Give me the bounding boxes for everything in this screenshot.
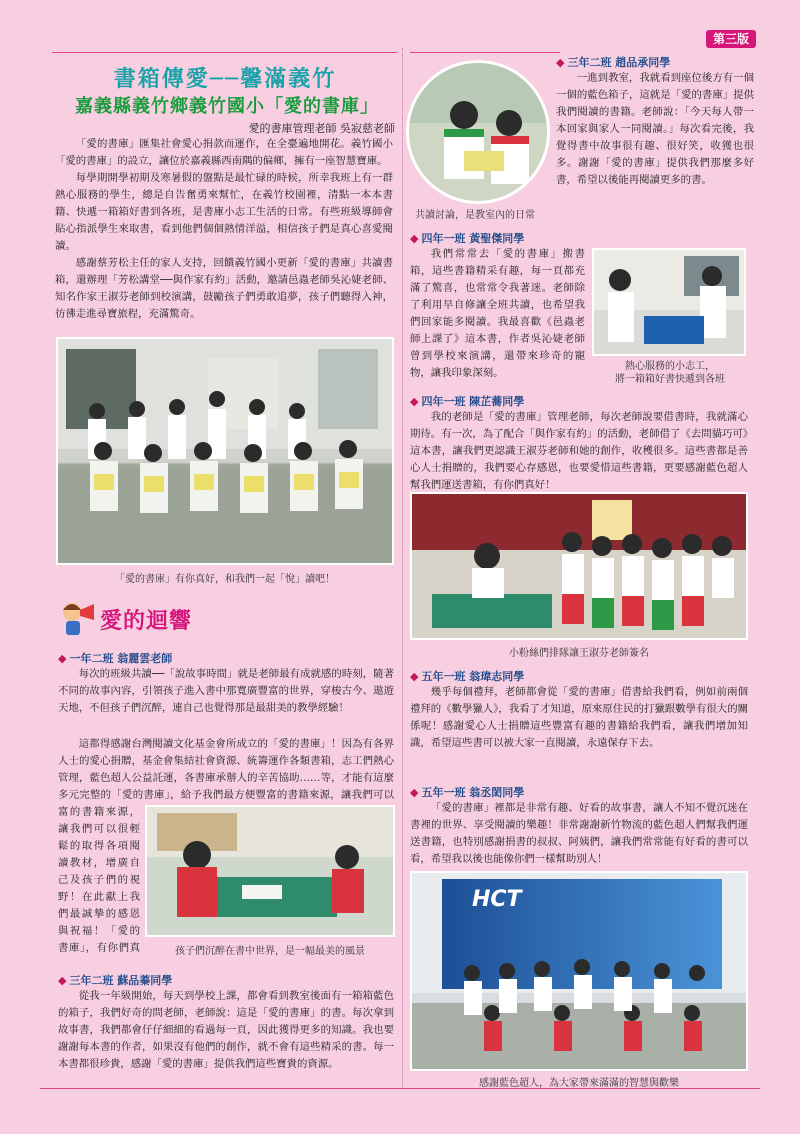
hct-truck-logo: HCT <box>472 887 522 912</box>
echo-section-title: 愛的迴響 <box>100 609 193 634</box>
article-paragraph: 每學期開學初期及寒暑假的盤點是最忙碌的時候，所幸我班上有一群熱心服務的學生，總是自告奮勇來幫忙，在義竹校園裡，清點一本本書籍、快遞一箱箱好書到各班，是書庫小志工生活的日常。有些班級導師會貼心指派學生來取書，看到他們個個熱情洋溢，相信孩子們是真心喜愛閱讀。 <box>55 172 393 252</box>
megaphone-child-icon <box>58 598 98 638</box>
author-signing-caption: 小粉絲們排隊讓王淑芬老師簽名 <box>509 648 649 659</box>
response-paragraph: 我的老師是「愛的書庫」管理老師，每次老師說要借書時，我就滿心期待。有一次，為了配合「與作家有約」的活動，老師借了《去問貓巧可》這本書，讓我們更認識王淑芬老師和她的創作，收穫很多。這些書都是善心人士捐贈的，我們要心存感恩，也要愛惜這些書籍，更要感謝藍色超人幫我們運送書箱，有你們真好！ <box>410 411 748 491</box>
reading-circle-photo <box>406 60 550 204</box>
response-heading <box>410 393 748 409</box>
top-rule-left <box>52 52 397 53</box>
diamond-icon: ◆ <box>58 652 67 665</box>
article-body <box>55 136 393 323</box>
diamond-icon: ◆ <box>556 56 565 69</box>
response-block <box>58 972 394 1073</box>
response-paragraph: 這都得感謝台灣閱讀文化基金會所成立的「愛的書庫」！因為有各界人士的愛心捐贈，基金會集結社會資源、統籌運作各類書箱，志工們熱心管理，藍色超人公益託運，各書庫承辦人的辛苦協助……等，才能有這麼多元完整的「愛的書庫」，給予我們最方便豐富的書籍來源，讓我們可以 <box>58 738 394 801</box>
response-block <box>556 54 754 189</box>
delivery-truck-photo <box>410 871 748 1071</box>
top-rule-right <box>410 52 560 53</box>
volunteer-photo <box>592 248 746 356</box>
diamond-icon: ◆ <box>410 395 419 408</box>
response-paragraph: 「愛的書庫」裡都是非常有趣、好看的故事書，讓人不知不覺沉迷在書裡的世界、享受閱讀的樂趣！非常謝謝新竹物流的藍色超人們幫我們運送書籍，也特別感謝捐書的叔叔、阿姨們，讓我們常常能有好看的書可以看，希望我以後也能像你們一樣幫助別人！ <box>410 802 748 865</box>
response-block <box>410 784 748 868</box>
volunteer-caption-line1: 熱心服務的小志工， <box>625 361 715 372</box>
article-paragraph: 「愛的書庫」匯集社會愛心捐款而運作，在全臺遍地開花。義竹國小「愛的書庫」的設立，讓位於嘉義縣西南隅的偏鄉，擁有一座智慧寶庫。 <box>55 138 393 167</box>
author-signing-illustration <box>412 494 746 638</box>
response-heading <box>556 54 754 70</box>
response-paragraph-wrap: 富的書籍來源，讓我們可以很輕鬆的取得各項閱讀教材，增廣自己及孩子們的視野！在此獻上我們最誠摯的感恩與祝福！「愛的書庫」，有你們真 <box>58 806 140 954</box>
article-subtitle: 嘉義縣義竹鄉義竹國小「愛的書庫」 <box>75 96 379 117</box>
article-byline: 愛的書庫管理老師 吳寂慈老師 <box>248 122 395 135</box>
diamond-icon: ◆ <box>410 232 419 245</box>
response-block <box>410 393 748 494</box>
classroom-photo-caption: 孩子們沉醉在書中世界，是一幅最美的風景 <box>175 946 365 957</box>
author-signing-photo <box>410 492 748 640</box>
response-heading-text: 四年一班 陳芷蕎同學 <box>421 395 525 408</box>
volunteer-caption-line2: 將一箱箱好書快遞到各班 <box>615 374 725 385</box>
classroom-photo-illustration <box>147 807 393 935</box>
diamond-icon: ◆ <box>410 786 419 799</box>
delivery-truck-caption: 感謝藍色超人，為大家帶來滿滿的智慧與歡樂 <box>479 1078 679 1089</box>
column-divider <box>402 48 403 1088</box>
response-paragraph: 幾乎每個禮拜，老師都會從「愛的書庫」借書給我們看，例如前兩個禮拜的《數學獵人》，我看了才知道，原來原住民的打獵跟數學有很大的關係呢！感謝愛心人士捐贈這些豐富有趣的書籍給我們看，讓我們增加知識，希望這些書可以被大家一直閱讀，永遠保存下去。 <box>410 686 748 749</box>
response-heading <box>58 650 394 666</box>
diamond-icon: ◆ <box>58 974 67 987</box>
page-number-badge: 第三版 <box>706 30 756 48</box>
response-block <box>410 230 585 382</box>
response-paragraph: 每次的班級共讀──「說故事時間」就是老師最有成就感的時刻，隨著不同的故事內容，引領孩子進入書中那寬廣豐富的世界，穿梭古今、遨遊天地，不但孩子們沉醉，連自己也覺得那是最甜美的教學經驗！ <box>58 668 394 714</box>
volunteer-photo-illustration <box>594 250 744 354</box>
response-paragraph: 一進到教室，我就看到座位後方有一個一個的藍色箱子，這就是「愛的書庫」提供我們閱讀的書籍。老師說：「今天每人帶一本回家與家人一同閱讀。」每次看完後，我覺得書中故事很有趣、很好笑，收獲也很多。謝謝「愛的書庫」提供我們那麼多好書，希望以後能再閱讀更多的書。 <box>556 72 754 186</box>
volunteer-photo-caption <box>588 360 752 386</box>
diamond-icon: ◆ <box>410 670 419 683</box>
delivery-truck-illustration <box>412 873 746 1069</box>
group-photo <box>56 337 394 565</box>
group-photo-illustration <box>58 339 392 563</box>
response-heading-text: 五年一班 翁丞閎同學 <box>421 786 525 799</box>
response-block-continued <box>58 736 394 804</box>
response-block <box>410 668 748 752</box>
response-block <box>58 650 394 717</box>
response-paragraph: 我們常常去「愛的書庫」搬書箱，這些書籍精采有趣，每一頁都充滿了驚喜，也常常令我著迷。老師除了利用早自修讓全班共讀，也希望我們回家能多閱讀。我最喜歡《邑蟲老師上課了》這本書，作者吳沁婕老師曾到學校來演講，還帶來珍奇的寵物，讓我印象深刻。 <box>410 248 585 379</box>
response-heading-text: 一年二班 翁麗雲老師 <box>69 652 173 665</box>
response-heading-text: 五年一班 翁瑋志同學 <box>421 670 525 683</box>
article-paragraph: 感謝蔡芳松主任的家人支持，回饋義竹國小更新「愛的書庫」共讀書箱，還辦理「芳松講堂──與作家有約」活動，邀請邑蟲老師吳沁婕老師、知名作家王淑芬老師到校演講，鼓勵孩子們勇敢追夢，孩子們聽得入神，彷彿走進尋寶旅程，充滿驚奇。 <box>55 257 393 320</box>
response-heading-text: 三年二班 蘇品蓁同學 <box>69 974 173 987</box>
response-heading-text: 四年一班 黃聖傑同學 <box>421 232 525 245</box>
group-photo-caption: 「愛的書庫」有你真好，和我們一起「悅」讀吧！ <box>115 574 335 585</box>
response-heading <box>410 784 748 800</box>
response-heading <box>410 668 748 684</box>
article-title: 書箱傳愛──馨滿義竹 <box>113 67 337 92</box>
response-heading <box>58 972 394 988</box>
classroom-photo <box>145 805 395 937</box>
response-wrap-text <box>58 804 140 956</box>
response-heading <box>410 230 585 246</box>
response-paragraph: 從我一年級開始，每天到學校上課，都會看到教室後面有一箱箱藍色的箱子，我們好奇的問老師，老師說：這是「愛的書庫」的書。每次拿到故事書，我們都會仔仔細細的看過每一頁，因此獲得更多的知識。我也要謝謝每本書的作者，如果沒有他們的創作，就不會有這些精采的書。每一本書都很珍貴，感謝「愛的書庫」提供我們這些寶貴的資源。 <box>58 990 394 1070</box>
response-heading-text: 三年二班 趙品承同學 <box>567 56 671 69</box>
reading-circle-caption: 共讀討論，是教室內的日常 <box>415 210 535 221</box>
reading-circle-illustration <box>409 63 547 201</box>
